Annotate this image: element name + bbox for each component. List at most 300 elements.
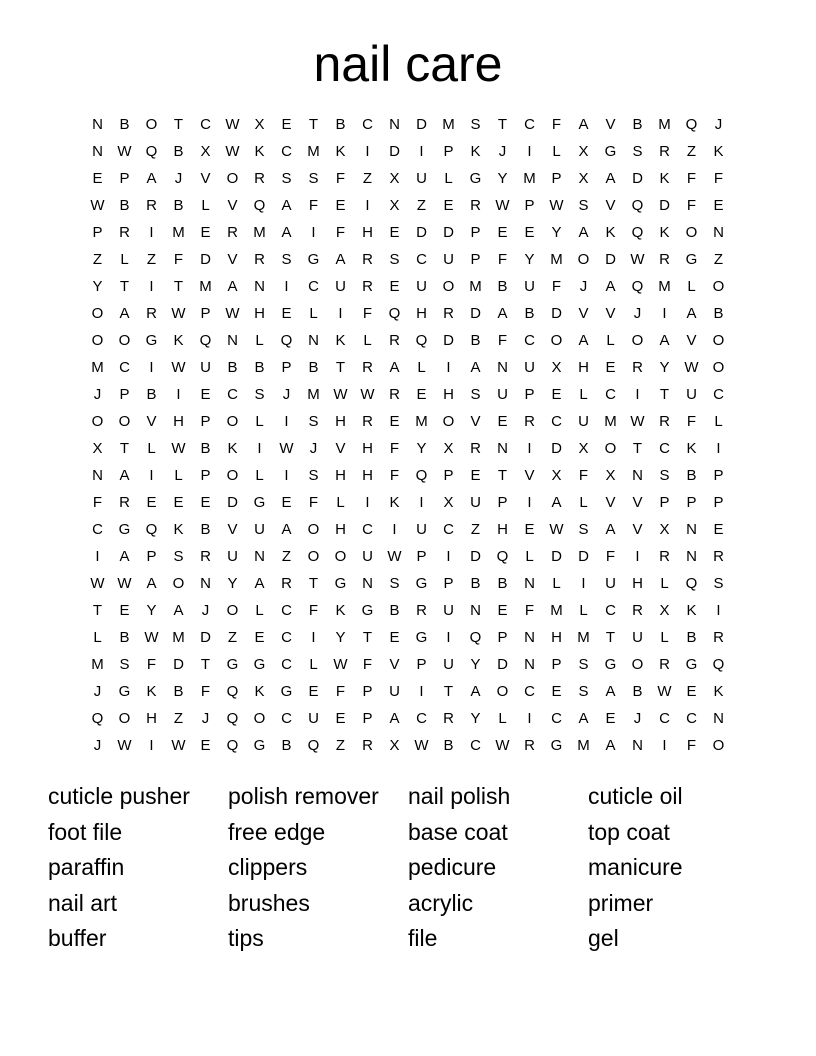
grid-letter: G [604,656,617,673]
grid-letter: I [284,278,289,295]
grid-letter: S [632,143,643,160]
grid-letter: B [632,116,643,133]
grid-letter: L [147,440,156,457]
grid-letter: L [579,386,588,403]
grid-letter: Q [469,629,482,646]
grid-letter: O [334,548,347,565]
grid-letter: P [470,224,481,241]
grid-letter: E [119,602,130,619]
grid-letter: L [255,332,264,349]
grid-letter: R [713,629,724,646]
grid-letter: B [389,602,400,619]
grid-letter: U [686,386,697,403]
grid-letter: S [254,386,265,403]
grid-letter: B [254,359,265,376]
grid-letter: N [713,710,724,727]
grid-letter: N [497,359,508,376]
grid-letter: E [713,197,724,214]
grid-letter: G [307,251,320,268]
grid-row [84,165,732,192]
grid-letter: I [419,143,424,160]
word-list-item: foot file [48,818,123,845]
grid-letter: W [684,359,699,376]
grid-letter: Q [712,656,725,673]
grid-letter: J [309,440,318,457]
grid-letter: D [659,197,670,214]
grid-letter: E [389,278,400,295]
grid-letter: M [658,116,671,133]
grid-letter: C [200,116,211,133]
grid-letter: J [93,683,102,700]
grid-letter: L [525,548,534,565]
grid-letter: F [686,170,697,187]
grid-letter: E [281,116,292,133]
grid-letter: T [92,602,103,619]
word-list-item: clippers [228,854,308,880]
grid-letter: J [93,386,102,403]
grid-letter: M [658,278,671,295]
grid-letter: C [281,629,292,646]
grid-letter: M [199,278,212,295]
grid-letter: D [632,170,643,187]
grid-letter: E [524,521,535,538]
word-list-item: gel [588,925,619,951]
grid-letter: B [497,278,508,295]
grid-letter: N [632,467,643,484]
grid-letter: A [578,224,589,241]
grid-letter: S [389,251,400,268]
grid-letter: O [307,521,320,538]
grid-letter: D [416,116,427,133]
grid-letter: E [389,224,400,241]
grid-letter: A [605,521,616,538]
grid-letter: Q [388,305,401,322]
grid-letter: O [226,467,239,484]
grid-letter: D [173,656,184,673]
grid-letter: U [578,413,589,430]
grid-letter: K [659,224,670,241]
grid-letter: J [282,386,291,403]
grid-letter: B [200,440,211,457]
grid-letter: A [470,683,481,700]
grid-letter: K [173,332,184,349]
grid-letter: R [659,251,670,268]
grid-letter: N [389,116,400,133]
grid-letter: R [254,251,265,268]
grid-letter: H [497,521,508,538]
grid-letter: F [335,170,346,187]
grid-letter: O [631,332,644,349]
grid-letter: S [578,683,589,700]
grid-letter: T [497,467,508,484]
grid-letter: D [416,224,427,241]
grid-letter: M [577,737,590,754]
grid-letter: V [578,305,589,322]
grid-letter: E [308,683,319,700]
grid-letter: R [659,656,670,673]
grid-letter: N [470,602,481,619]
grid-letter: C [713,386,724,403]
grid-letter: O [712,278,725,295]
grid-letter: M [307,386,320,403]
grid-letter: C [281,656,292,673]
grid-letter: I [716,602,721,619]
grid-letter: P [551,656,562,673]
grid-letter: O [118,332,131,349]
grid-letter: A [281,197,292,214]
grid-letter: A [254,575,265,592]
grid-letter: N [362,575,373,592]
grid-letter: W [225,116,240,133]
grid-letter: A [605,278,616,295]
grid-letter: K [146,683,157,700]
grid-letter: R [389,332,400,349]
grid-letter: G [253,737,266,754]
grid-letter: W [549,521,564,538]
grid-row [84,516,732,543]
grid-letter: W [333,386,348,403]
grid-letter: F [335,224,346,241]
grid-letter: W [360,386,375,403]
grid-letter: H [335,413,346,430]
grid-letter: I [527,440,532,457]
grid-letter: J [633,305,642,322]
grid-letter: H [416,305,427,322]
grid-letter: G [550,737,563,754]
grid-letter: Q [145,143,158,160]
grid-letter: T [443,683,454,700]
grid-letter: D [551,548,562,565]
grid-letter: W [171,737,186,754]
word-list-item: brushes [228,889,310,916]
grid-letter: Y [92,278,103,295]
grid-letter: I [527,143,532,160]
word-list-item: buffer [48,925,107,951]
grid-letter: I [311,629,316,646]
grid-letter: K [686,602,697,619]
word-list-item: free edge [228,818,326,845]
grid-letter: P [362,683,373,700]
grid-letter: T [308,116,319,133]
grid-letter: D [200,629,211,646]
grid-letter: I [257,440,262,457]
word-list [48,780,768,958]
grid-letter: A [227,278,238,295]
grid-letter: K [389,494,400,511]
word-list-item: cuticle oil [588,783,683,809]
grid-letter: L [336,494,345,511]
grid-letter: W [90,575,105,592]
grid-letter: V [605,305,616,322]
grid-letter: I [365,143,370,160]
grid-letter: J [174,170,183,187]
grid-letter: V [227,521,238,538]
grid-letter: D [497,656,508,673]
grid-letter: I [284,467,289,484]
grid-letter: E [605,359,616,376]
grid-letter: W [225,143,240,160]
grid-letter: M [469,278,482,295]
grid-letter: L [309,305,318,322]
grid-row [84,732,732,759]
grid-letter: D [389,143,400,160]
grid-letter: A [119,548,130,565]
grid-letter: B [281,737,292,754]
grid-letter: B [686,629,697,646]
grid-letter: L [201,197,210,214]
grid-letter: U [254,521,265,538]
grid-letter: R [443,710,454,727]
grid-letter: R [362,359,373,376]
grid-letter: M [550,602,563,619]
grid-letter: U [443,602,454,619]
grid-letter: I [716,440,721,457]
word-list-item: top coat [588,818,670,845]
word-list-item: polish remover [228,783,379,809]
grid-letter: P [551,170,562,187]
grid-letter: W [333,656,348,673]
grid-letter: N [92,467,103,484]
grid-letter: F [173,251,184,268]
grid-letter: D [551,440,562,457]
grid-letter: E [146,494,157,511]
grid-letter: X [389,197,400,214]
grid-letter: P [200,413,211,430]
grid-letter: I [446,548,451,565]
grid-letter: X [551,359,562,376]
grid-letter: P [92,224,103,241]
grid-letter: N [308,332,319,349]
grid-letter: Y [146,602,157,619]
grid-letter: B [200,521,211,538]
grid-letter: O [577,251,590,268]
grid-letter: B [308,359,319,376]
grid-letter: E [551,683,562,700]
grid-letter: V [605,197,616,214]
grid-letter: I [581,575,586,592]
grid-letter: A [605,737,616,754]
grid-letter: G [361,602,374,619]
grid-letter: R [362,737,373,754]
grid-letter: D [443,332,454,349]
grid-letter: C [524,332,535,349]
grid-letter: O [172,575,185,592]
grid-letter: L [687,278,696,295]
grid-letter: L [444,170,453,187]
grid-letter: T [335,359,346,376]
grid-letter: Q [307,737,320,754]
grid-letter: O [496,683,509,700]
grid-letter: H [254,305,265,322]
grid-letter: F [497,332,508,349]
grid-letter: D [200,251,211,268]
grid-letter: E [200,386,211,403]
grid-letter: V [389,656,400,673]
grid-letter: O [145,116,158,133]
grid-letter: S [578,197,589,214]
grid-letter: Q [226,737,239,754]
grid-letter: W [90,197,105,214]
grid-letter: P [281,359,292,376]
grid-letter: P [443,575,454,592]
grid-letter: G [118,521,131,538]
grid-letter: Q [226,683,239,700]
grid-letter: T [173,278,184,295]
grid-letter: A [281,224,292,241]
grid-letter: H [551,629,562,646]
grid-letter: Q [685,575,698,592]
grid-letter: O [442,413,455,430]
grid-letter: S [389,575,400,592]
grid-letter: W [630,251,645,268]
grid-letter: X [659,602,670,619]
grid-letter: C [659,440,670,457]
grid-letter: N [254,548,265,565]
grid-letter: R [632,602,643,619]
grid-letter: T [497,116,508,133]
grid-row [84,138,732,165]
grid-letter: E [281,305,292,322]
grid-letter: M [91,359,104,376]
grid-row [84,192,732,219]
grid-letter: I [635,548,640,565]
grid-letter: A [389,359,400,376]
grid-letter: P [659,494,670,511]
grid-letter: B [470,575,481,592]
grid-letter: X [578,143,589,160]
grid-letter: D [605,251,616,268]
grid-row [84,354,732,381]
grid-letter: R [713,548,724,565]
grid-letter: G [415,575,428,592]
grid-letter: W [171,440,186,457]
grid-letter: U [416,278,427,295]
grid-letter: U [497,386,508,403]
grid-letter: E [335,197,346,214]
grid-letter: E [416,386,427,403]
grid-letter: F [146,656,157,673]
grid-letter: L [120,251,129,268]
grid-letter: I [149,278,154,295]
grid-letter: N [92,116,103,133]
grid-letter: R [416,602,427,619]
grid-letter: F [389,440,400,457]
grid-letter: I [527,494,532,511]
grid-letter: O [118,413,131,430]
grid-letter: B [173,197,184,214]
grid-letter: R [119,494,130,511]
grid-letter: I [662,737,667,754]
grid-row [84,327,732,354]
grid-letter: H [362,224,373,241]
grid-letter: A [146,575,157,592]
grid-letter: G [415,629,428,646]
grid-letter: Z [335,737,346,754]
grid-letter: Q [415,467,428,484]
grid-letter: R [389,386,400,403]
grid-letter: E [605,710,616,727]
grid-letter: U [524,359,535,376]
grid-letter: P [524,386,535,403]
grid-letter: W [630,413,645,430]
grid-letter: E [497,224,508,241]
grid-letter: O [712,332,725,349]
grid-letter: P [200,467,211,484]
grid-letter: O [685,224,698,241]
grid-letter: M [550,251,563,268]
grid-letter: T [173,116,184,133]
grid-letter: S [470,116,481,133]
grid-letter: U [389,683,400,700]
grid-letter: G [469,170,482,187]
word-list-item: acrylic [408,889,474,916]
grid-letter: O [631,656,644,673]
grid-letter: C [470,737,481,754]
grid-letter: U [200,359,211,376]
grid-letter: C [227,386,238,403]
grid-letter: N [632,737,643,754]
word-list-item: base coat [408,818,508,845]
grid-letter: V [470,413,481,430]
grid-letter: Q [91,710,104,727]
grid-letter: Y [416,440,427,457]
grid-letter: R [659,143,670,160]
word-list-item: pedicure [408,854,497,880]
word-list-item: file [408,925,438,951]
grid-letter: X [92,440,103,457]
grid-letter: C [308,278,319,295]
grid-letter: F [362,656,373,673]
grid-letter: A [146,170,157,187]
grid-letter: C [416,251,427,268]
grid-letter: F [362,305,373,322]
grid-letter: N [713,224,724,241]
grid-letter: I [284,413,289,430]
grid-letter: O [307,548,320,565]
grid-row [84,597,732,624]
grid-letter: L [309,656,318,673]
grid-letter: L [552,143,561,160]
grid-letter: N [524,575,535,592]
grid-letter: T [200,656,211,673]
grid-letter: F [686,197,697,214]
grid-letter: W [117,575,132,592]
word-list-item: manicure [588,854,683,880]
grid-letter: L [93,629,102,646]
grid-letter: T [119,440,130,457]
grid-letter: Z [227,629,238,646]
grid-letter: U [308,710,319,727]
grid-row [84,489,732,516]
grid-letter: Y [551,224,562,241]
grid-letter: P [443,143,454,160]
grid-row [84,435,732,462]
grid-letter: N [254,278,265,295]
grid-letter: M [307,143,320,160]
grid-letter: W [117,737,132,754]
grid-letter: I [149,224,154,241]
grid-letter: E [173,494,184,511]
grid-letter: C [605,602,616,619]
grid-letter: V [632,494,643,511]
grid-letter: U [605,575,616,592]
grid-letter: W [144,629,159,646]
grid-letter: O [712,359,725,376]
grid-letter: K [470,143,481,160]
grid-letter: G [685,656,698,673]
grid-letter: M [415,413,428,430]
grid-letter: U [470,494,481,511]
